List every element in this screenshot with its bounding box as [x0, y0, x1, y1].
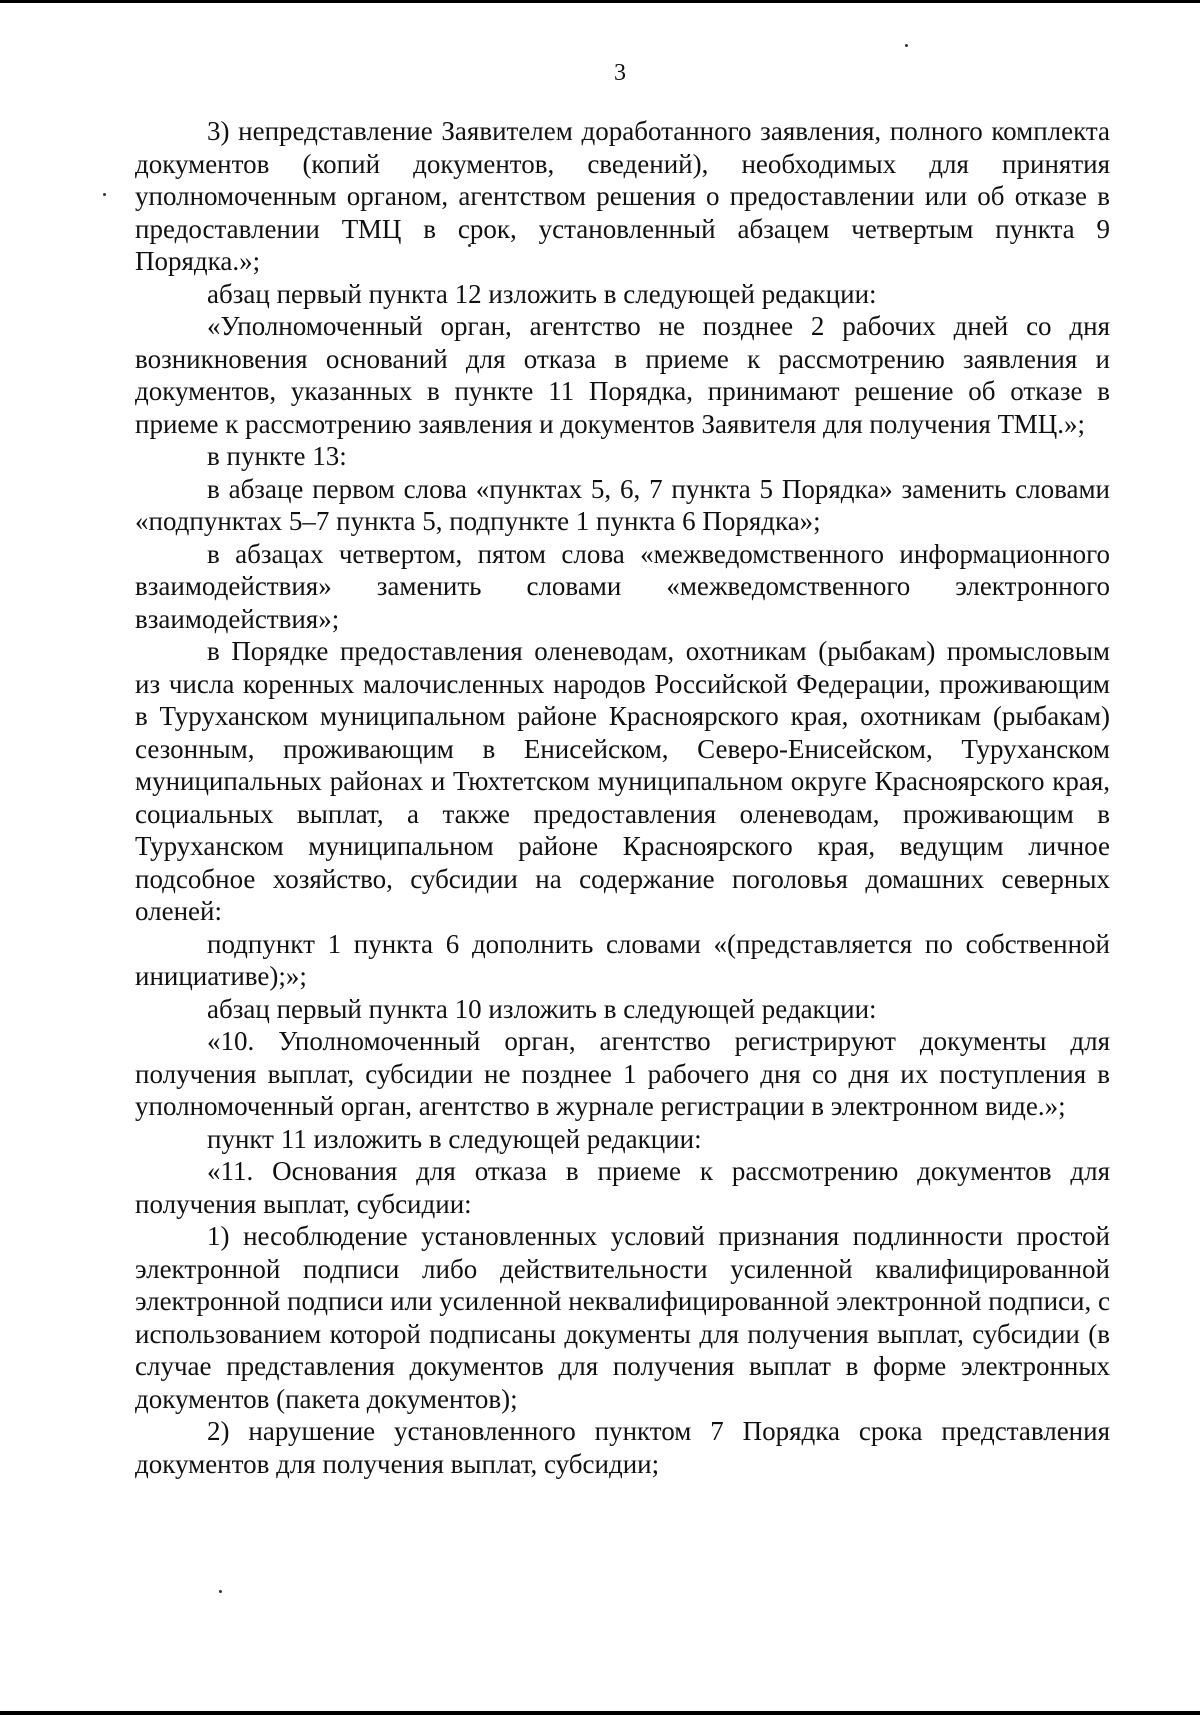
paragraph: «11. Основания для отказа в приеме к рассмотрению документов для получения выплат, субсидии: — [135, 1156, 1110, 1219]
scan-speck — [905, 44, 908, 47]
paragraph: в Порядке предоставления оленеводам, охотникам (рыбакам) промысловым из числа коренных малочисленных народов Российской Федерации, проживающим в Туруханском муниципальном районе Красноярского края, охотникам (рыбакам) сезонным, проживающим в Енисейском, Северо-Енисейском, Туруханском муниципальных районах и Тюхтетском муниципальном округе Красноярского края, социальных выплат, а также предоставления оленеводам, проживающим в Туруханском муниципальном районе Красноярского края, ведущим личное подсобное хозяйство, субсидии на содержание поголовья домашних северных оленей: — [135, 636, 1110, 926]
paragraph: 2) нарушение установленного пунктом 7 Порядка срока представления документов для получения выплат, субсидии; — [135, 1416, 1110, 1479]
scan-bottom-edge — [0, 1711, 1200, 1715]
paragraph: в пункте 13: — [207, 441, 347, 471]
paragraph: подпункт 1 пункта 6 дополнить словами «(представляется по собственной инициативе);»; — [135, 928, 1110, 991]
paragraph: абзац первый пункта 12 изложить в следующей редакции: — [207, 278, 877, 309]
page-number: 3 — [614, 60, 626, 86]
paragraph: в абзаце первом слова «пунктах 5, 6, 7 пункта 5 Порядка» заменить словами «подпунктах 5–7 пункта 5, подпункте 1 пункта 6 Порядка»; — [135, 473, 1110, 536]
paragraph: 1) несоблюдение установленных условий признания подлинности простой электронной подписи либо действительности усиленной квалифицированной электронной подписи или усиленной неквалифицированной электронной подписи, с использованием которой подписаны документы для получения выплат, субсидии (в случае представления документов для получения выплат в форме электронных документов (пакета документов); — [135, 1221, 1110, 1414]
paragraph: пункт 11 изложить в следующей редакции: — [207, 1123, 702, 1154]
paragraph: «10. Уполномоченный орган, агентство регистрируют документы для получения выплат, субсидии не позднее 1 рабочего дня со дня их поступления в уполномоченный орган, агентство в журнале регистрации в электронном виде.»; — [135, 1026, 1110, 1121]
scan-speck — [103, 193, 106, 196]
paragraph: абзац первый пункта 10 изложить в следующей редакции: — [207, 993, 877, 1024]
paragraph: «Уполномоченный орган, агентство не позднее 2 рабочих дней со дня возникновения оснований для отказа в приеме к рассмотрению заявления и документов, указанных в пункте 11 Порядка, принимают решение об отказе в приеме к рассмотрению заявления и документов Заявителя для получения ТМЦ.»; — [135, 311, 1110, 439]
document-body — [135, 115, 1110, 1480]
paragraph: в абзацах четвертом, пятом слова «межведомственного информационного взаимодействия» заменить словами «межведомственного электронного взаимодействия»; — [135, 538, 1110, 634]
scan-top-edge — [0, 0, 1200, 3]
scan-speck — [219, 1590, 222, 1593]
paragraph: 3) непредставление Заявителем доработанного заявления, полного комплекта документов (копий документов, сведений), необходимых для принятия уполномоченным органом, агентством решения о предоставлении или об отказе в предоставлении ТМЦ в срок, установленный абзацем четвертым пункта 9 Порядка.»; — [135, 116, 1110, 276]
